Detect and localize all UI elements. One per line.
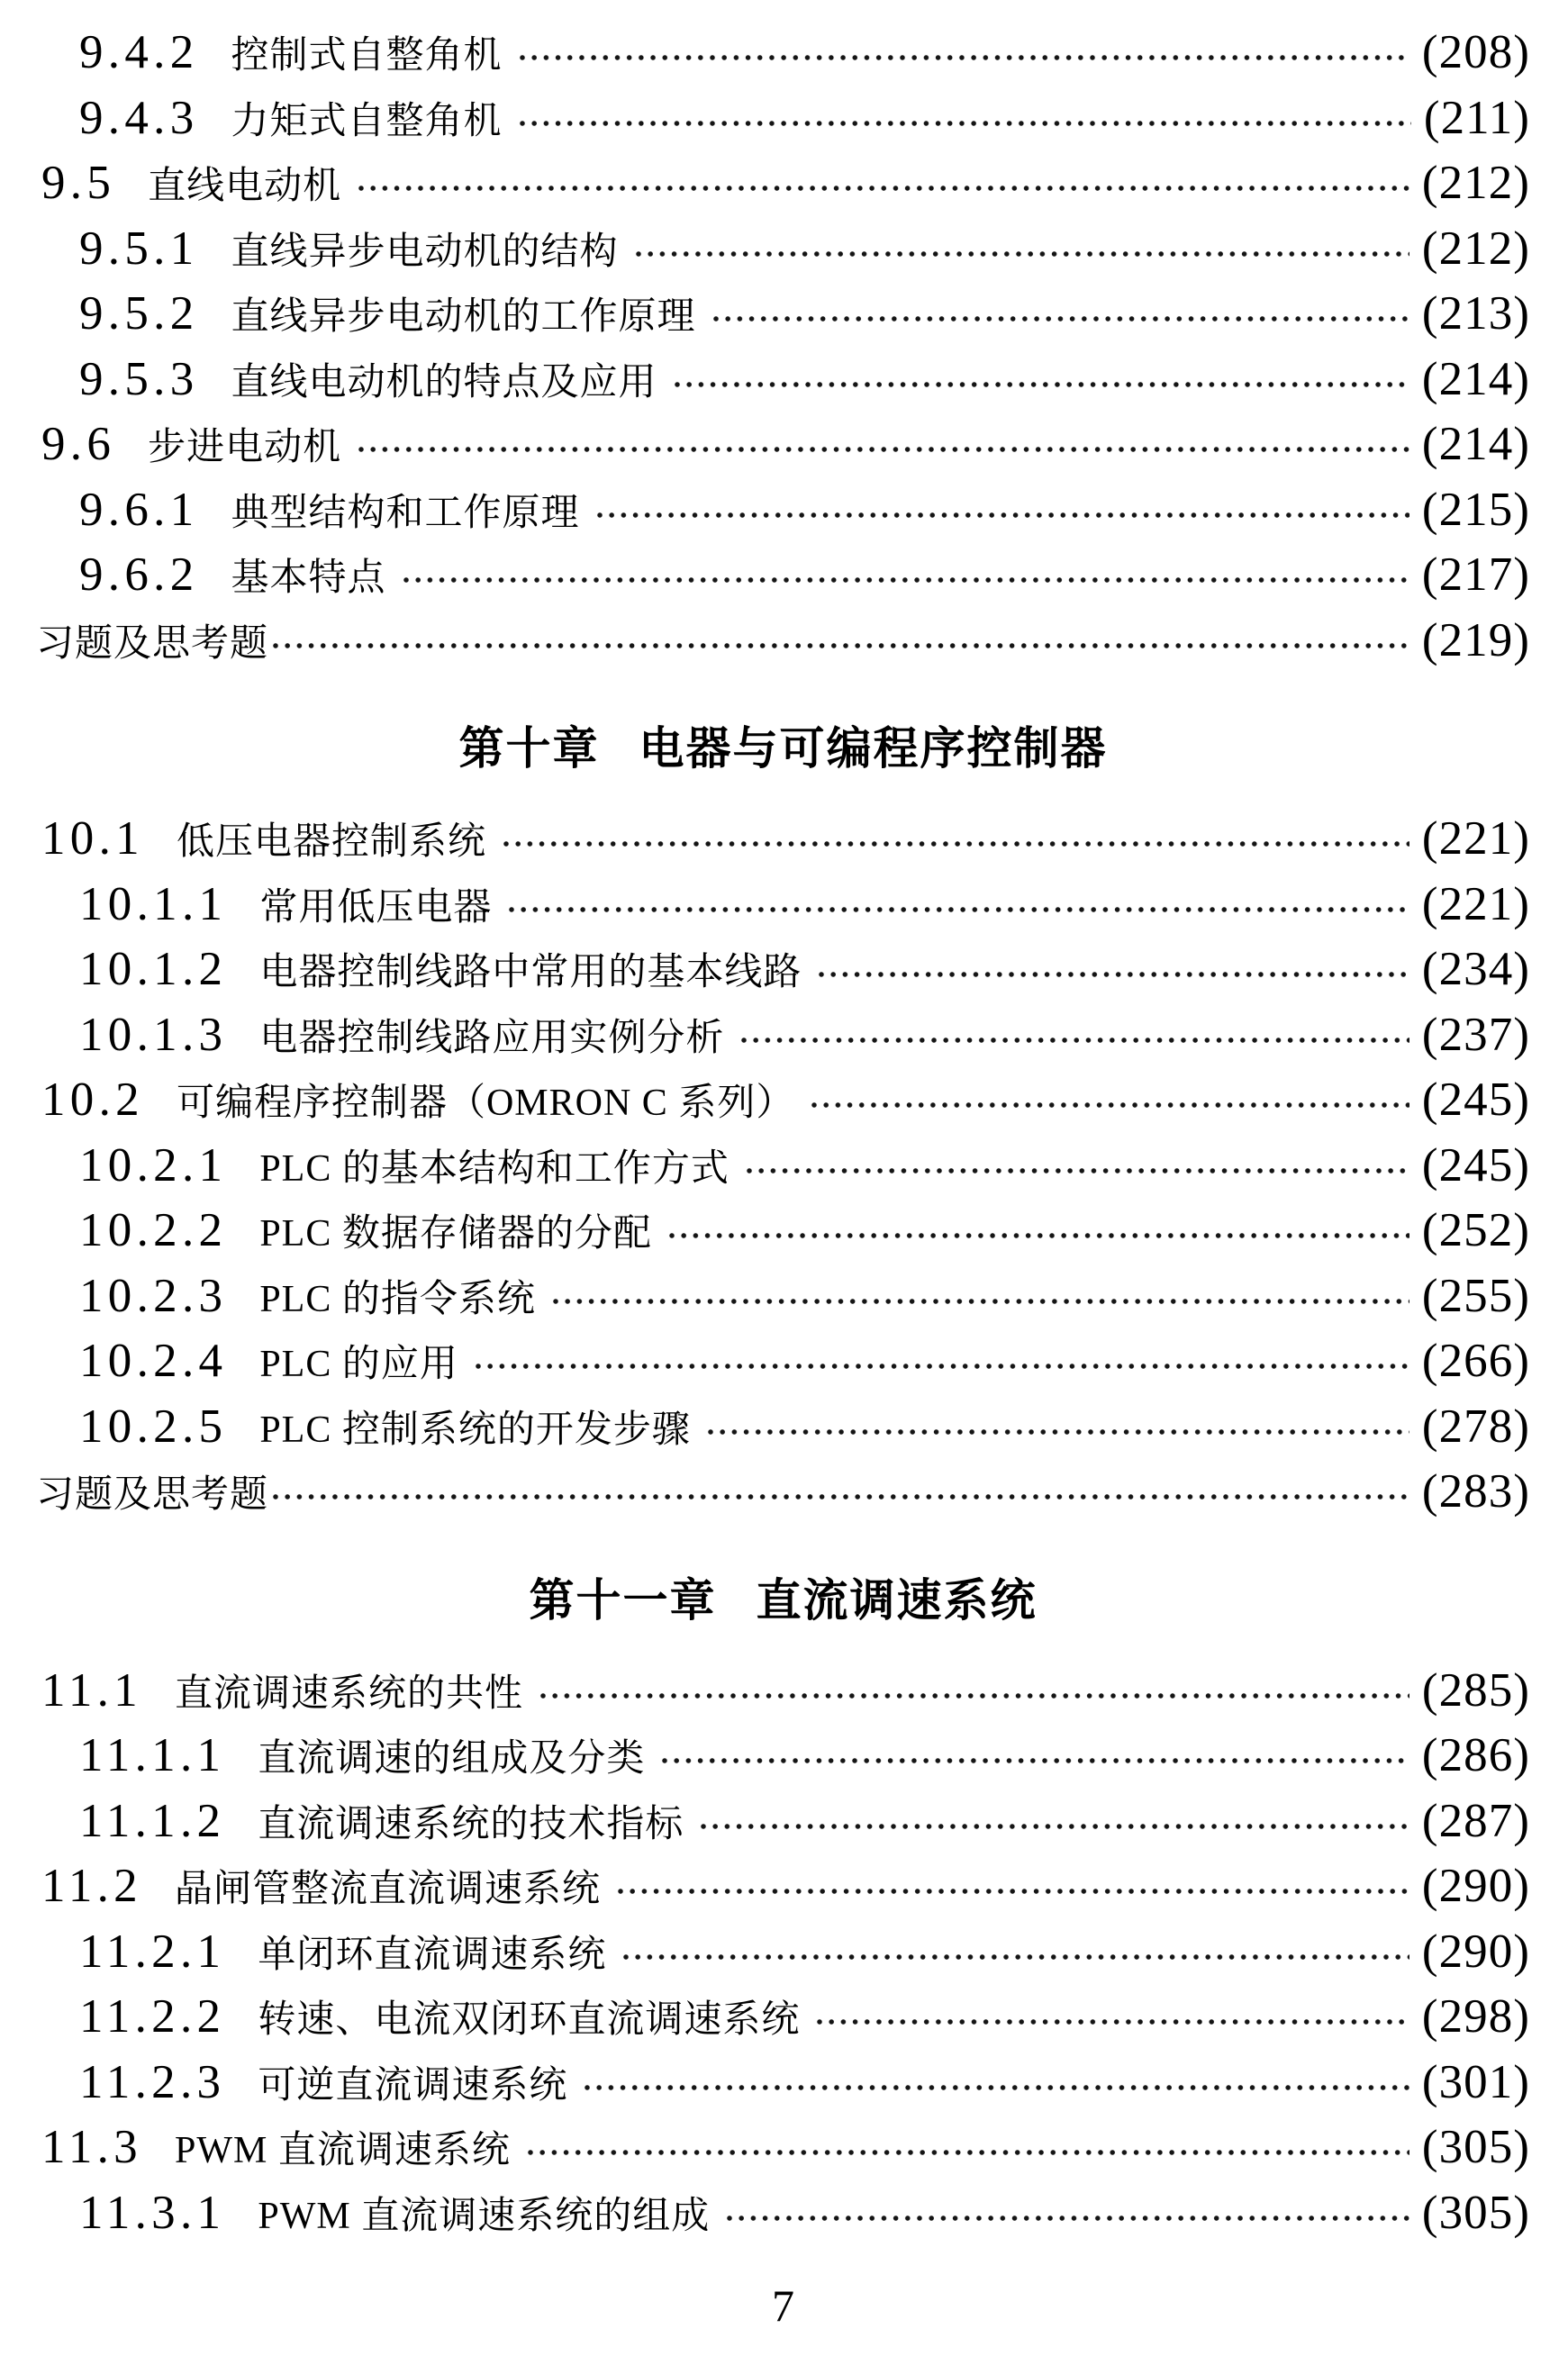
toc-entry-page: (286): [1421, 1729, 1530, 1781]
toc-entry-number: 11.2: [41, 1860, 142, 1912]
toc-entry: [79, 1400, 1530, 1465]
toc-entry-page: (290): [1421, 1925, 1530, 1978]
dot-leader: [517, 42, 1409, 73]
toc-entry: [79, 548, 1530, 613]
toc-entry-title: 习题及思考题: [36, 622, 269, 665]
dot-leader: [550, 1286, 1409, 1317]
toc-entry-title: 直线电动机的特点及应用: [231, 361, 657, 403]
toc-entry-title: 低压电器控制系统: [176, 821, 486, 863]
toc-entry: [41, 1073, 1530, 1138]
toc-entry: [41, 2120, 1530, 2186]
toc-entry-number: 11.1.2: [79, 1794, 226, 1847]
dot-leader: [739, 1025, 1409, 1056]
toc-entry-page: (215): [1421, 483, 1530, 536]
dot-leader: [501, 829, 1409, 859]
chapter-number: 第十一章: [529, 1574, 717, 1626]
chapter-heading: [36, 1563, 1530, 1630]
chapter-heading: [36, 711, 1530, 778]
dot-leader: [816, 959, 1409, 990]
toc-entry-page: (219): [1421, 613, 1530, 666]
dot-leader: [270, 630, 1409, 661]
toc-entry-title: 直流调速的组成及分类: [258, 1738, 646, 1780]
toc-entry-title: 晶闸管整流直流调速系统: [174, 1869, 601, 1910]
toc-entry-title: PLC 的应用: [259, 1344, 458, 1385]
dot-leader: [659, 1745, 1409, 1776]
toc-entry-number: 10.2.3: [79, 1269, 228, 1322]
toc-entry: [79, 1008, 1530, 1074]
dot-leader: [809, 1090, 1409, 1120]
toc-entry: [79, 1203, 1530, 1269]
toc-entry: [79, 1794, 1530, 1860]
toc-entry-number: 11.3: [41, 2121, 142, 2173]
toc-entry: [79, 25, 1530, 91]
dot-leader: [814, 2007, 1409, 2037]
toc-entry-page: (208): [1421, 26, 1530, 78]
dot-leader: [711, 304, 1409, 334]
toc-entry: [36, 1464, 1530, 1530]
toc-entry-page: (283): [1421, 1465, 1530, 1518]
dot-leader: [705, 1417, 1409, 1447]
toc-entry-number: 9.5: [41, 157, 116, 209]
toc-entry-title: 可逆直流调速系统: [258, 2064, 568, 2107]
toc-entry-page: (213): [1421, 287, 1530, 340]
dot-leader: [698, 1811, 1409, 1842]
toc-entry-page: (287): [1421, 1794, 1530, 1847]
toc-entry-page: (285): [1421, 1663, 1530, 1717]
toc-entry-number: 10.2: [41, 1074, 144, 1126]
toc-entry-title: 电器控制线路应用实例分析: [259, 1017, 725, 1059]
page-number-footer: 7: [772, 2280, 794, 2331]
toc-entry-page: (305): [1421, 2186, 1530, 2239]
toc-entry-title: 步进电动机: [148, 427, 342, 468]
toc-entry-number: 11.1.1: [79, 1729, 226, 1781]
toc-entry-number: 10.2.4: [79, 1335, 228, 1387]
toc-entry: [79, 942, 1530, 1008]
toc-entry-page: (266): [1421, 1335, 1530, 1387]
chapter-title: 电器与可编程序控制器: [639, 723, 1108, 774]
toc-entry: [41, 417, 1530, 483]
dot-leader: [724, 2203, 1409, 2234]
dot-leader: [525, 2137, 1409, 2168]
toc-entry: [79, 1989, 1530, 2055]
toc-entry-page: (237): [1421, 1008, 1530, 1061]
toc-entry-number: 10.2.2: [79, 1204, 228, 1256]
toc-list: [36, 25, 1530, 2251]
toc-entry-title: PWM 直流调速系统的组成: [258, 2195, 711, 2237]
toc-entry-number: 11.2.3: [79, 2055, 226, 2108]
toc-entry-page: (211): [1423, 91, 1530, 144]
toc-entry-page: (298): [1421, 1990, 1530, 2043]
toc-entry: [41, 1859, 1530, 1925]
dot-leader: [744, 1155, 1409, 1186]
dot-leader: [538, 1681, 1409, 1711]
toc-entry-page: (245): [1421, 1074, 1530, 1126]
toc-entry: [41, 156, 1530, 222]
toc-entry-page: (278): [1421, 1400, 1530, 1453]
dot-leader: [633, 239, 1409, 269]
toc-entry-page: (212): [1421, 222, 1530, 275]
toc-entry-page: (214): [1421, 418, 1530, 470]
toc-entry: [41, 1663, 1530, 1729]
toc-entry-number: 10.2.1: [79, 1138, 228, 1192]
toc-entry-title: 单闭环直流调速系统: [258, 1934, 607, 1976]
toc-entry-page: (255): [1421, 1269, 1530, 1322]
toc-entry-title: PLC 的指令系统: [259, 1278, 536, 1320]
dot-leader: [517, 108, 1411, 139]
toc-entry-title: 直流调速系统的技术指标: [258, 1803, 684, 1845]
toc-entry-title: 习题及思考题: [36, 1474, 269, 1516]
toc-entry-title: PLC 控制系统的开发步骤: [259, 1409, 691, 1451]
dot-leader: [401, 565, 1409, 595]
toc-entry-title: 控制式自整角机: [231, 35, 503, 77]
dot-leader: [672, 369, 1409, 400]
chapter-number: 第十章: [458, 723, 600, 774]
dot-leader: [666, 1220, 1409, 1251]
toc-entry: [79, 877, 1530, 943]
toc-entry: [79, 1138, 1530, 1204]
toc-entry-page: (290): [1421, 1860, 1530, 1912]
toc-entry-number: 10.1: [41, 812, 144, 865]
toc-entry-title: PWM 直流调速系统: [174, 2130, 511, 2171]
dot-leader: [356, 434, 1409, 465]
toc-entry: [79, 483, 1530, 548]
toc-entry-title: 直线电动机: [148, 166, 342, 207]
chapter-title: 直流调速系统: [756, 1574, 1038, 1626]
dot-leader: [615, 1876, 1409, 1907]
toc-entry: [79, 1728, 1530, 1794]
toc-entry-title: 典型结构和工作原理: [231, 492, 580, 534]
toc-entry-title: PLC 的基本结构和工作方式: [259, 1147, 730, 1190]
toc-entry-title: 常用低压电器: [259, 886, 493, 929]
toc-entry: [79, 2186, 1530, 2252]
toc-entry-page: (221): [1421, 877, 1530, 930]
toc-entry: [79, 1269, 1530, 1335]
toc-entry: [79, 352, 1530, 418]
toc-entry-number: 11.2.1: [79, 1925, 226, 1978]
toc-entry: [79, 2055, 1530, 2121]
toc-entry-page: (252): [1421, 1204, 1530, 1256]
toc-entry: [79, 286, 1530, 352]
toc-entry-title: PLC 数据存储器的分配: [259, 1213, 652, 1255]
toc-entry-page: (245): [1421, 1138, 1530, 1192]
toc-entry-title: 直流调速系统的共性: [174, 1672, 523, 1715]
toc-entry-number: 10.1.1: [79, 877, 228, 930]
toc-entry-number: 9.5.3: [79, 352, 199, 405]
toc-entry-number: 9.6: [41, 418, 116, 470]
toc-entry-number: 11.1: [41, 1663, 142, 1717]
toc-entry-page: (212): [1421, 157, 1530, 209]
toc-entry: [79, 1925, 1530, 1990]
toc-entry-number: 11.3.1: [79, 2186, 226, 2239]
toc-entry: [79, 91, 1530, 157]
toc-entry-number: 9.4.3: [79, 91, 199, 144]
toc-entry-number: 9.5.1: [79, 222, 199, 275]
toc-entry-number: 11.2.2: [79, 1990, 226, 2043]
toc-entry-title: 基本特点: [231, 557, 386, 599]
dot-leader: [582, 2072, 1409, 2103]
toc-entry-number: 10.1.3: [79, 1008, 228, 1061]
toc-entry-page: (234): [1421, 943, 1530, 995]
dot-leader: [594, 500, 1409, 530]
toc-entry-number: 9.6.1: [79, 483, 199, 536]
toc-entry-number: 9.5.2: [79, 287, 199, 340]
toc-entry-page: (301): [1421, 2055, 1530, 2108]
toc-entry-title: 力矩式自整角机: [231, 100, 503, 142]
toc-entry: [36, 613, 1530, 679]
toc-entry-title: 电器控制线路中常用的基本线路: [259, 952, 802, 993]
toc-entry: [79, 222, 1530, 287]
toc-entry-page: (214): [1421, 352, 1530, 405]
dot-leader: [621, 1942, 1409, 1972]
toc-entry-title: 可编程序控制器（OMRON C 系列）: [176, 1083, 795, 1124]
dot-leader: [270, 1482, 1409, 1512]
toc-entry-page: (305): [1421, 2121, 1530, 2173]
toc-entry-number: 9.6.2: [79, 548, 199, 601]
dot-leader: [506, 894, 1409, 925]
toc-entry: [79, 1334, 1530, 1400]
dot-leader: [356, 173, 1409, 204]
toc-entry-title: 直线异步电动机的结构: [231, 231, 619, 273]
toc-entry-number: 10.1.2: [79, 943, 228, 995]
toc-entry: [41, 811, 1530, 877]
toc-entry-number: 10.2.5: [79, 1400, 228, 1453]
toc-entry-number: 9.4.2: [79, 26, 199, 78]
dot-leader: [473, 1351, 1409, 1382]
toc-entry-title: 转速、电流双闭环直流调速系统: [258, 1999, 801, 2041]
toc-entry-page: (217): [1421, 548, 1530, 601]
toc-entry-page: (221): [1421, 812, 1530, 865]
toc-entry-title: 直线异步电动机的工作原理: [231, 296, 696, 338]
